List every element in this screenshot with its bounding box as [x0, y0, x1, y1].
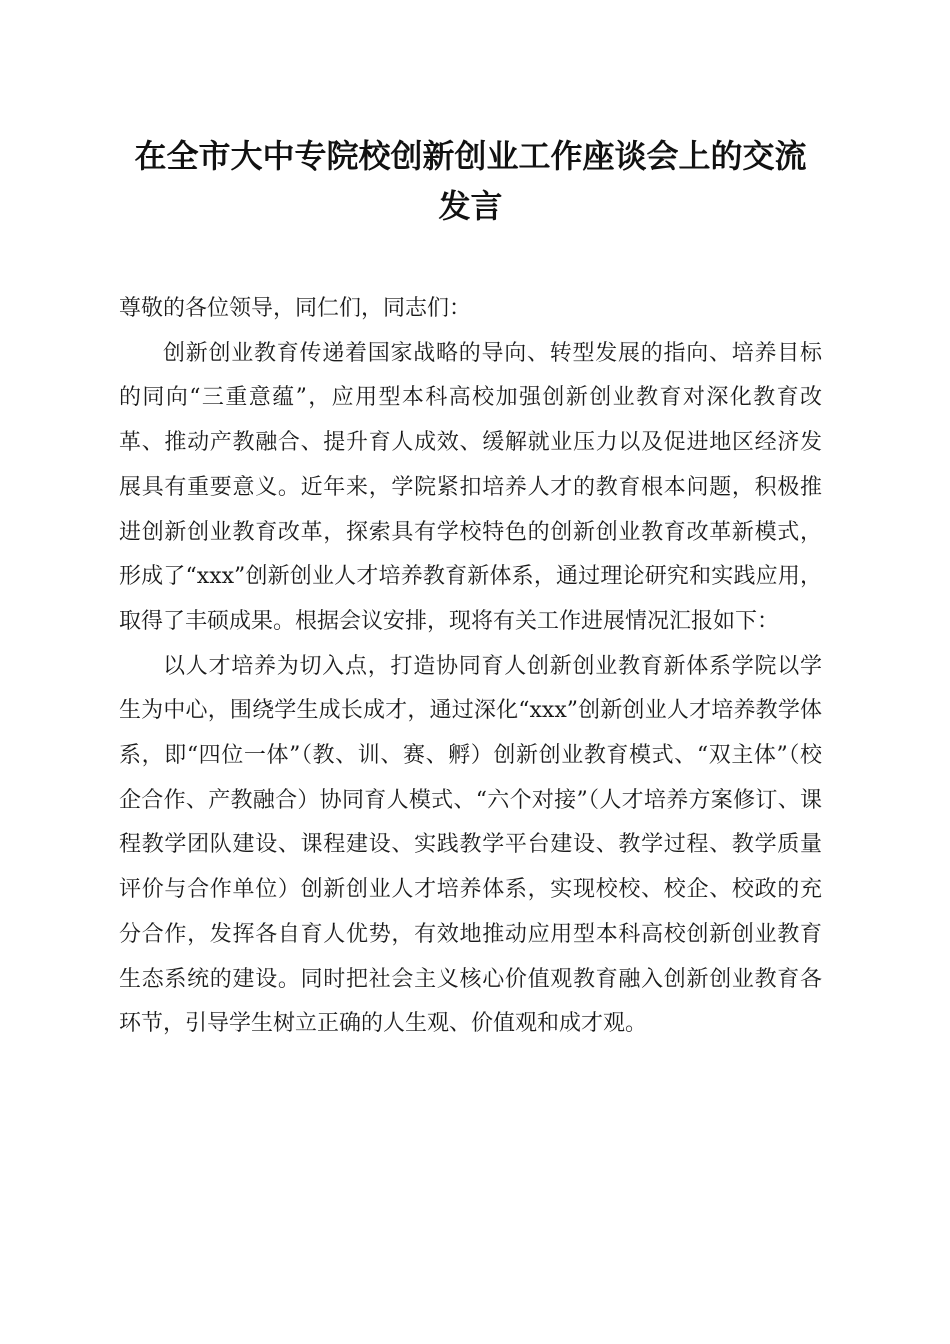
- document-body: [119, 287, 822, 1047]
- paragraph-talent-training: 以人才培养为切入点，打造协同育人创新创业教育新体系学院以学生为中心，围绕学生成长成才，通过深化“xxx”创新创业人才培养教学体系，即“四位一体”（教、训、赛、孵）创新创业教育模式、“双主体”（校企合作、产教融合）协同育人模式、“六个对接”（人才培养方案修订、课程教学团队建设、课程建设、实践教学平台建设、教学过程、教学质量评价与合作单位）创新创业人才培养体系，实现校校、校企、校政的充分合作，发挥各自育人优势，有效地推动应用型本科高校创新创业教育生态系统的建设。同时把社会主义核心价值观教育融入创新创业教育各环节，引导学生树立正确的人生观、价值观和成才观。: [119, 653, 822, 1037]
- salutation: 尊敬的各位领导，同仁们，同志们：: [119, 296, 472, 321]
- paragraph-intro: 创新创业教育传递着国家战略的导向、转型发展的指向、培养目标的同向“三重意蕴”，应用型本科高校加强创新创业教育对深化教育改革、推动产教融合、提升育人成效、缓解就业压力以及促进地区经济发展具有重要意义。近年来，学院紧扣培养人才的教育根本问题，积极推进创新创业教育改革，探索具有学校特色的创新创业教育改革新模式，形成了“xxx”创新创业人才培养教育新体系，通过理论研究和实践应用，取得了丰硕成果。根据会议安排，现将有关工作进展情况汇报如下：: [119, 340, 822, 634]
- document-title: 在全市大中专院校创新创业工作座谈会上的交流发言: [134, 137, 807, 225]
